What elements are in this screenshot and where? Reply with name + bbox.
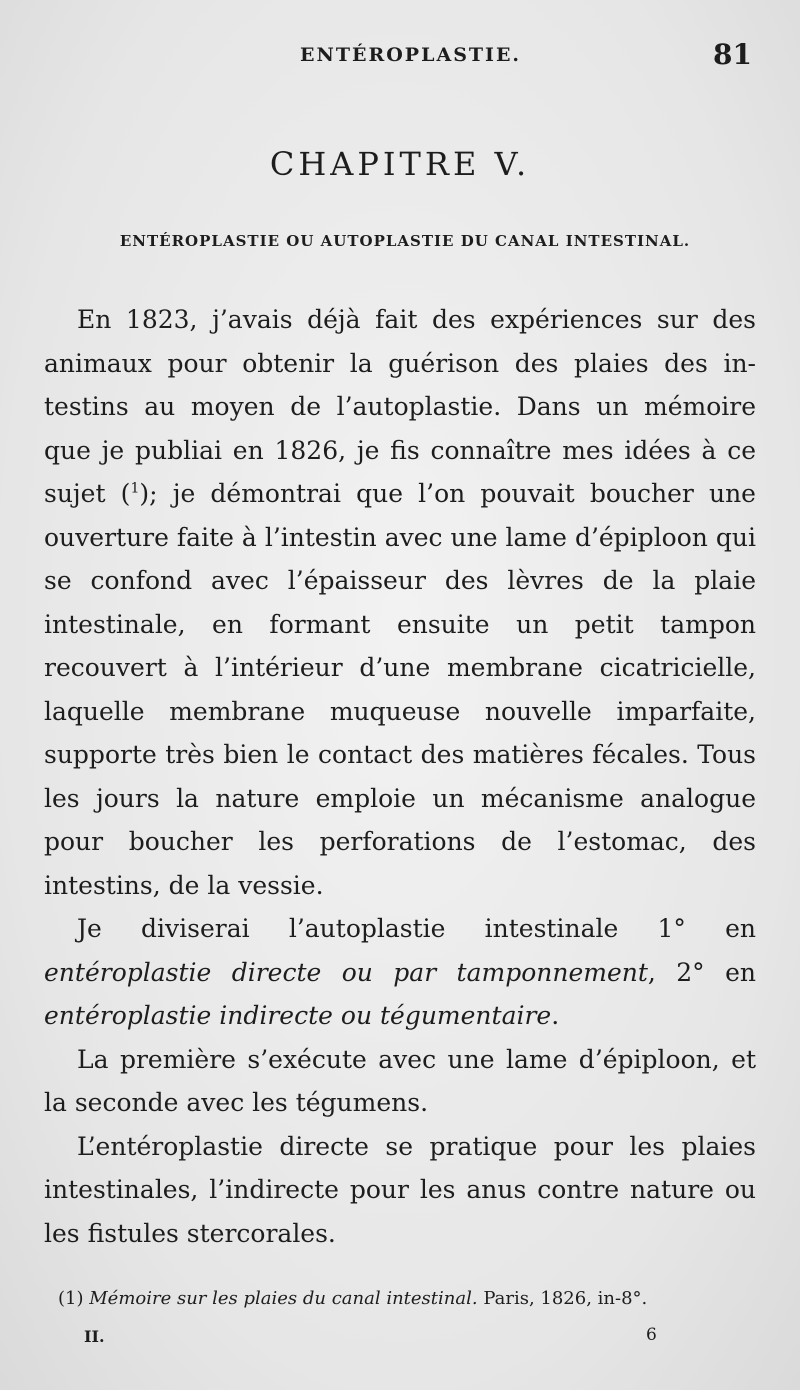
signature-mark: II. [84, 1327, 105, 1346]
running-head: ENTÉROPLASTIE. [300, 44, 522, 66]
footnote-title: Mémoire sur les plaies du canal intestinal. [89, 1288, 478, 1309]
footnote-reference: 1 [130, 480, 140, 497]
footnote [58, 1287, 758, 1311]
paragraph-2-italic-a: entéroplastie directe ou par tamponnement [44, 957, 648, 987]
chapter-title: CHAPITRE V. [269, 145, 531, 183]
body-text [44, 298, 756, 1255]
paragraph-2-text-b: , 2° en [647, 957, 756, 987]
paragraph-2-text-c: . [551, 1001, 560, 1030]
footnote-marker: (1) [58, 1288, 84, 1309]
paragraph-1-text-a: En 1823, j’avais déjà fait des expériences sur des animaux pour obtenir la guérison des plaies des intestins au moyen de l’autoplastie. Dans un mémoire que je publiai en 1826, je fis connaître mes idées à ce sujet ( [44, 305, 756, 508]
page-header [0, 40, 800, 80]
paragraph-3: La première s’exécute avec une lame d’épiploon, et la seconde avec les tégumens. [44, 1044, 756, 1117]
paragraph-4: L’entéroplastie directe se pratique pour les plaies intestinales, l’indirecte pour les anus contre nature ou les fistules stercorales. [44, 1131, 756, 1248]
paragraph-1-text-b: ); je démontrai que l’on pouvait boucher une ouverture faite à l’intestin avec une lame d’épiploon qui se confond avec l’épaisseur des lèvres de la plaie intestinale, en formant ensuite un petit tampon recouvert à l’intérieur d’une membrane cicatricielle, laquelle membrane muqueuse nouvelle imparfaite, supporte très bien le contact des matières fécales. Tous les jours la nature emploie un mécanisme analogue pour boucher les perforations de l’estomac, des intestins, de la vessie. [44, 479, 756, 900]
footnote-citation: Paris, 1826, in-8°. [477, 1288, 648, 1309]
paragraph-2 [44, 907, 756, 1038]
signature-number: 6 [646, 1325, 657, 1345]
paragraph-2-italic-b: entéroplastie indirecte ou tégumentaire [44, 1001, 552, 1030]
page-number: 81 [713, 38, 752, 71]
paragraph-2-text-a: Je diviserai l’autoplastie intestinale 1° en [77, 914, 756, 943]
chapter-subtitle: ENTÉROPLASTIE OU AUTOPLASTIE DU CANAL INTESTINAL. [119, 232, 691, 250]
paragraph-1 [44, 298, 756, 907]
